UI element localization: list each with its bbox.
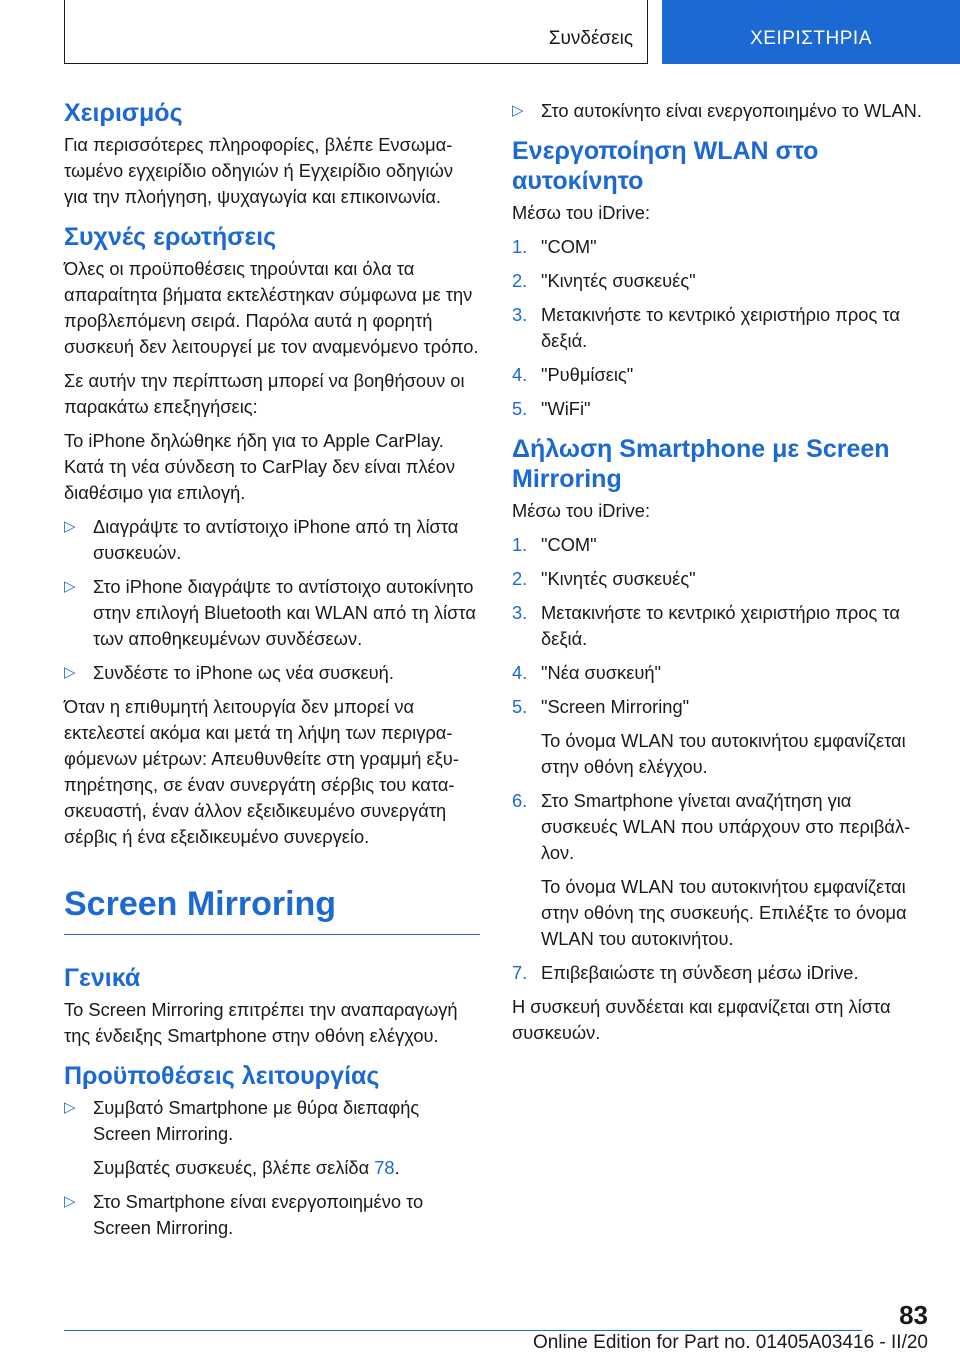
footer-edition: Online Edition for Part no. 01405A03416 - II/20 bbox=[532, 1332, 928, 1353]
step-text: Μετακινήστε το κεντρικό χειριστήριο προς τα δεξιά. bbox=[541, 304, 900, 351]
period: . bbox=[394, 1157, 400, 1178]
header-chapter-title: ΧΕΙΡΙΣΤΗΡΙΑ bbox=[750, 28, 872, 49]
paragraph-final: Η συσκευή συνδέεται και εμφανίζεται στη λίστα συσκευών. bbox=[512, 996, 891, 1043]
header-chapter-tab bbox=[662, 0, 960, 64]
step-number: 1. bbox=[512, 236, 528, 257]
triangle-bullet-icon: ▷ bbox=[512, 102, 524, 119]
triangle-bullet-icon: ▷ bbox=[64, 664, 76, 681]
step-item bbox=[512, 396, 932, 422]
paragraph-faq-3: Το iPhone δηλώθηκε ήδη για το Apple CarPlay. Κατά τη νέα σύνδεση το CarPlay δεν είναι πλέον διαθέσιμο για επιλογή. bbox=[64, 430, 455, 503]
heading-activate-wlan: Ενεργοποίηση WLAN στο αυτοκίνητο bbox=[512, 137, 819, 195]
step-item bbox=[512, 660, 932, 686]
step-item bbox=[512, 362, 932, 388]
step-text: Μετακινήστε το κεντρικό χειριστήριο προς τα δεξιά. bbox=[541, 602, 900, 649]
step-number: 2. bbox=[512, 270, 528, 291]
step-text: Στο Smartphone γίνεται αναζήτηση για συσκευές WLAN που υπάρχουν στο περιβάλλον. bbox=[541, 790, 911, 863]
heading-faq: Συχνές ερωτήσεις bbox=[64, 223, 277, 251]
left-column bbox=[64, 98, 480, 1249]
step-number: 7. bbox=[512, 962, 528, 983]
heading-prerequisites: Προϋποθέσεις λειτουργίας bbox=[64, 1062, 380, 1090]
bullet-item bbox=[512, 98, 932, 124]
bullet-text: Συμβατό Smartphone με θύρα διεπαφής Screen Mirroring. bbox=[93, 1097, 420, 1144]
paragraph-faq-4: Όταν η επιθυμητή λειτουργία δεν μπορεί να εκτελεστεί ακόμα και μετά τη λήψη των περιγραφόμενων μέτρων: Απευθυνθείτε στη γραμμή εξυπηρέτησης, σε έναν συνεργάτη σέρβις του κατασκευαστή, έναν άλλον εξειδικευμένο συνεργάτη σέρβις ή ένα εξειδικευμένο συνεργείο. bbox=[64, 696, 459, 847]
heading-register-smartphone: Δήλωση Smartphone με Screen Mirroring bbox=[512, 435, 890, 493]
step-note: Το όνομα WLAN του αυτοκινήτου εμφανίζεται στην οθόνη ελέγχου. bbox=[541, 730, 906, 777]
bullet-text: Στο iPhone διαγράψτε το αντίστοιχο αυτοκίνητο στην επιλογή Bluetooth και WLAN από τη λίστα των αποθηκευμένων συνδέσεων. bbox=[93, 576, 476, 649]
bullet-item bbox=[64, 660, 480, 686]
heading-operation: Χειρισμός bbox=[64, 99, 183, 127]
step-number: 1. bbox=[512, 534, 528, 555]
step-number: 3. bbox=[512, 602, 528, 623]
paragraph-general: Το Screen Mirroring επιτρέπει την αναπαραγωγή της ένδειξης Smartphone στην οθόνη ελέγχου. bbox=[64, 999, 458, 1046]
step-text: "Screen Mirroring" bbox=[541, 696, 690, 717]
triangle-bullet-icon: ▷ bbox=[64, 578, 76, 595]
page-number: 83 bbox=[899, 1300, 928, 1330]
step-item bbox=[512, 694, 932, 720]
step-number: 5. bbox=[512, 696, 528, 717]
step-item bbox=[512, 234, 932, 260]
paragraph-via-idrive: Μέσω του iDrive: bbox=[512, 500, 651, 521]
triangle-bullet-icon: ▷ bbox=[64, 1193, 76, 1210]
bullet-text: Διαγράψτε το αντίστοιχο iPhone από τη λίστα συσκευών. bbox=[93, 516, 459, 563]
header-section-box bbox=[64, 0, 648, 64]
step-note: Το όνομα WLAN του αυτοκινήτου εμφανίζεται στην οθόνη της συσκευής. Επιλέξτε το όνομα WLAN του αυτοκινήτου. bbox=[541, 876, 907, 949]
step-number: 5. bbox=[512, 398, 528, 419]
paragraph-via-idrive: Μέσω του iDrive: bbox=[512, 202, 651, 223]
heading-screen-mirroring: Screen Mirroring bbox=[64, 884, 480, 935]
step-text: "Κινητές συσκευές" bbox=[541, 270, 696, 291]
paragraph-faq-1: Όλες οι προϋποθέσεις τηρούνται και όλα τα απαραίτητα βήματα εκτελέστηκαν σύμφωνα με την προβλεπόμενη σειρά. Παρόλα αυτά η φορητή συσκευή δεν λειτουργεί με τον αναμενόμενο τρόπο. bbox=[64, 258, 479, 357]
step-number: 3. bbox=[512, 304, 528, 325]
bullet-item bbox=[64, 514, 480, 566]
bullet-subtext bbox=[64, 1155, 480, 1181]
step-text: "COM" bbox=[541, 534, 597, 555]
step-text: "Νέα συσκευή" bbox=[541, 662, 661, 683]
heading-general: Γενικά bbox=[64, 964, 141, 992]
step-number: 4. bbox=[512, 662, 528, 683]
step-number: 6. bbox=[512, 790, 528, 811]
bullet-item bbox=[64, 1189, 480, 1241]
step-text: Επιβεβαιώστε τη σύνδεση μέσω iDrive. bbox=[541, 962, 859, 983]
header-section-title: Συνδέσεις bbox=[548, 28, 633, 49]
bullet-item bbox=[64, 574, 480, 652]
step-text: "Κινητές συσκευές" bbox=[541, 568, 696, 589]
footer-divider bbox=[64, 1330, 862, 1331]
triangle-bullet-icon: ▷ bbox=[64, 1099, 76, 1116]
step-item bbox=[512, 788, 932, 866]
bullet-text: Συνδέστε το iPhone ως νέα συσκευή. bbox=[93, 662, 394, 683]
step-item bbox=[512, 302, 932, 354]
step-item bbox=[512, 532, 932, 558]
step-text: "Ρυθμίσεις" bbox=[541, 364, 634, 385]
triangle-bullet-icon: ▷ bbox=[64, 518, 76, 535]
step-item bbox=[512, 566, 932, 592]
compatible-devices-text: Συμβατές συσκευές, βλέπε σελίδα bbox=[93, 1157, 375, 1178]
bullet-item bbox=[64, 1095, 480, 1147]
step-number: 4. bbox=[512, 364, 528, 385]
right-column bbox=[512, 98, 932, 1054]
step-item bbox=[512, 600, 932, 652]
bullet-text: Στο αυτοκίνητο είναι ενεργοποιημένο το WLAN. bbox=[541, 100, 922, 121]
step-text: "WiFi" bbox=[541, 398, 591, 419]
step-item bbox=[512, 960, 932, 986]
paragraph-faq-2: Σε αυτήν την περίπτωση μπορεί να βοηθήσουν οι παρακάτω επεξηγήσεις: bbox=[64, 370, 465, 417]
step-text: "COM" bbox=[541, 236, 597, 257]
step-number: 2. bbox=[512, 568, 528, 589]
step-item bbox=[512, 268, 932, 294]
paragraph-operation: Για περισσότερες πληροφορίες, βλέπε Ενσωματωμένο εγχειρίδιο οδηγιών ή Εγχειρίδιο οδηγιών για την πλοήγηση, ψυχαγωγία και επικοινωνία. bbox=[64, 134, 454, 207]
page-reference-link[interactable]: 78 bbox=[374, 1157, 395, 1178]
bullet-text: Στο Smartphone είναι ενεργοποιημένο το Screen Mirroring. bbox=[93, 1191, 424, 1238]
